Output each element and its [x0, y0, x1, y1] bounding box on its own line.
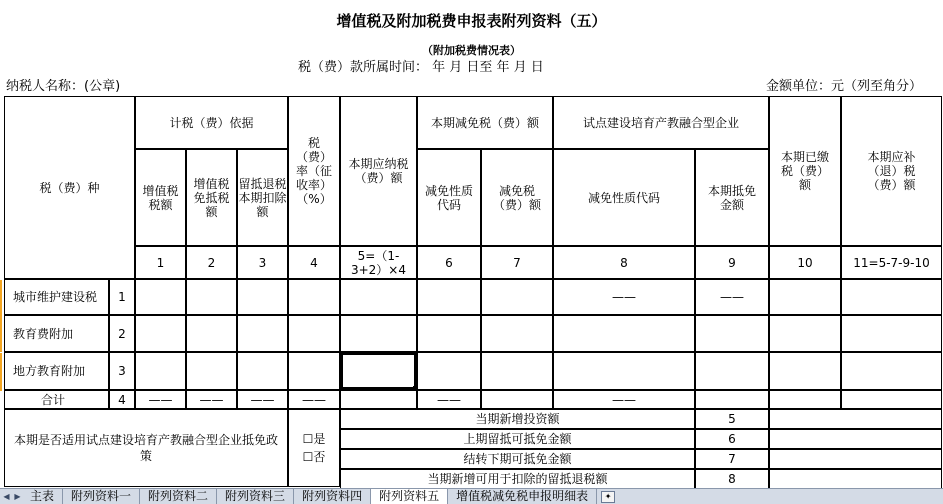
- side-item-num-text: 8: [728, 472, 736, 486]
- side-item-num[interactable]: [695, 469, 769, 488]
- col-number-11[interactable]: [841, 246, 942, 279]
- table-cell-dash[interactable]: [288, 390, 340, 409]
- table-cell[interactable]: [841, 279, 942, 315]
- header-payable[interactable]: [340, 96, 417, 246]
- side-item-label-text: 结转下期可抵免金额: [463, 452, 572, 466]
- side-item-label[interactable]: [340, 469, 695, 488]
- header-paid-text: 本期已缴税（费）额: [780, 150, 829, 192]
- page-subtitle: （附加税费情况表）: [422, 44, 521, 57]
- table-cell[interactable]: [553, 352, 695, 390]
- table-cell[interactable]: [695, 352, 769, 390]
- tax-period: 税（费）款所属时间： 年 月 日至 年 月 日: [298, 60, 544, 75]
- header-basis-group[interactable]: [135, 96, 288, 149]
- table-cell[interactable]: [769, 352, 841, 390]
- table-cell-dash[interactable]: [186, 390, 237, 409]
- row-highlight: [0, 316, 2, 352]
- row-num-2[interactable]: [109, 315, 135, 352]
- header-vat-amount[interactable]: [135, 149, 186, 246]
- tab-attach-2[interactable]: 附列资料二: [140, 489, 217, 504]
- table-cell[interactable]: [481, 390, 553, 409]
- side-item-label[interactable]: [340, 429, 695, 449]
- checkbox-no[interactable]: ☐否: [302, 450, 326, 464]
- table-cell[interactable]: [417, 352, 481, 390]
- col-number-text: 10: [797, 255, 813, 270]
- col-number-text: 1: [156, 255, 165, 270]
- table-cell[interactable]: [481, 352, 553, 390]
- table-cell[interactable]: [186, 352, 237, 390]
- table-cell[interactable]: [237, 315, 288, 352]
- table-cell-dash[interactable]: [553, 390, 695, 409]
- currency-unit-label: 金额单位：元（列至角分）: [766, 79, 923, 94]
- next-sheet-icon[interactable]: ▶: [14, 492, 21, 501]
- side-item-label-text: 当期新增投资额: [475, 412, 560, 426]
- row-name-text: 教育费附加: [13, 326, 74, 341]
- table-cell[interactable]: [135, 279, 186, 315]
- table-cell-dash[interactable]: [237, 390, 288, 409]
- dash-text: ——: [148, 392, 173, 407]
- row-name-text: 地方教育附加: [13, 364, 86, 378]
- side-item-value[interactable]: [769, 449, 942, 469]
- table-cell[interactable]: [769, 315, 841, 352]
- side-item-label[interactable]: [340, 449, 695, 469]
- row-num-3[interactable]: [109, 352, 135, 390]
- side-item-label-text: 当期新增可用于扣除的留抵退税额: [427, 472, 608, 486]
- side-item-label-text: 上期留抵可抵免金额: [463, 432, 572, 446]
- table-cell[interactable]: [288, 352, 340, 390]
- tab-attach-3[interactable]: 附列资料三: [217, 489, 294, 504]
- table-cell-dash[interactable]: [135, 390, 186, 409]
- row-num-4[interactable]: [109, 390, 135, 409]
- side-item-value[interactable]: [769, 409, 942, 429]
- header-paid[interactable]: [769, 96, 841, 246]
- header-pilot-group-text: 试点建设培育产教融合型企业: [582, 115, 739, 130]
- row-name-city-tax[interactable]: [4, 279, 109, 315]
- header-payable-text: 本期应纳税（费）额: [348, 157, 409, 185]
- header-pilot-code-text: 减免性质代码: [587, 190, 660, 205]
- policy-question-text: 本期是否适用试点建设培育产教融合型企业抵免政策: [13, 433, 278, 463]
- row-name-total[interactable]: [4, 390, 109, 409]
- col-number-text: 7: [513, 255, 521, 270]
- header-pilot-amount-text: 本期抵免金额: [707, 183, 756, 212]
- col-number-2[interactable]: [186, 246, 237, 279]
- col-number-text: 2: [207, 255, 216, 270]
- row-num-text: 2: [118, 326, 126, 341]
- col-number-1[interactable]: [135, 246, 186, 279]
- checkbox-yes[interactable]: ☐是: [302, 432, 326, 446]
- table-cell[interactable]: [769, 279, 841, 315]
- table-cell[interactable]: [841, 390, 942, 409]
- taxpayer-name-label: 纳税人名称：(公章): [6, 79, 121, 94]
- table-cell[interactable]: [481, 315, 553, 352]
- side-item-value[interactable]: [769, 469, 942, 488]
- side-item-num-text: 6: [728, 432, 736, 446]
- side-item-num[interactable]: [695, 429, 769, 449]
- col-number-text: 4: [310, 255, 318, 270]
- row-name-text: 城市维护建设税: [13, 290, 98, 304]
- insert-sheet-icon[interactable]: ✦: [601, 491, 615, 503]
- col-number-text: 8: [620, 255, 628, 270]
- col-number-text: 11=5-7-9-10: [853, 255, 930, 270]
- header-reduction-code-text: 减免性质代码: [424, 183, 473, 212]
- policy-options[interactable]: [288, 409, 340, 487]
- header-pilot-code[interactable]: [553, 149, 695, 246]
- header-reduction-group-text: 本期减免税（费）额: [430, 115, 539, 130]
- col-number-9[interactable]: [695, 246, 769, 279]
- header-basis-group-text: 计税（费）依据: [169, 115, 254, 130]
- header-refund-deduction-text: 留抵退税本期扣除额: [238, 176, 287, 219]
- side-item-value[interactable]: [769, 429, 942, 449]
- table-cell[interactable]: [841, 352, 942, 390]
- page-title: 增值税及附加税费申报表附列资料（五）: [336, 12, 607, 30]
- table-cell[interactable]: [340, 279, 417, 315]
- row-num-text: 3: [118, 364, 126, 378]
- header-due[interactable]: [841, 96, 942, 246]
- row-name-local-education[interactable]: [4, 352, 109, 390]
- table-cell[interactable]: [186, 279, 237, 315]
- col-number-7[interactable]: [481, 246, 553, 279]
- row-name-education-fee[interactable]: [4, 315, 109, 352]
- table-cell[interactable]: [695, 315, 769, 352]
- row-num-text: 1: [118, 290, 126, 304]
- side-item-num[interactable]: [695, 449, 769, 469]
- table-cell[interactable]: [135, 315, 186, 352]
- header-vat-exempt-text: 增值税免抵税额: [193, 176, 230, 219]
- row-highlight: [0, 280, 2, 316]
- dash-text: ——: [720, 290, 744, 304]
- side-item-num-text: 7: [728, 452, 736, 466]
- col-number-text: 5=（1-3+2）×4: [350, 248, 406, 277]
- table-cell[interactable]: [135, 352, 186, 390]
- header-refund-deduction[interactable]: [237, 149, 288, 246]
- header-vat-amount-text: 增值税税额: [142, 183, 179, 212]
- tab-attach-5[interactable]: 附列资料五: [371, 489, 448, 504]
- header-pilot-amount[interactable]: [695, 149, 769, 246]
- header-pilot-group[interactable]: [553, 96, 769, 149]
- row-num-1[interactable]: [109, 279, 135, 315]
- row-num-text: 4: [118, 392, 126, 407]
- selected-cell[interactable]: [340, 352, 417, 390]
- col-number-6[interactable]: [417, 246, 481, 279]
- dash-text: ——: [612, 290, 636, 304]
- table-cell-dash[interactable]: [417, 390, 481, 409]
- table-cell[interactable]: [288, 315, 340, 352]
- col-number-8[interactable]: [553, 246, 695, 279]
- row-highlight: [0, 353, 2, 391]
- table-cell[interactable]: [841, 315, 942, 352]
- table-cell[interactable]: [481, 279, 553, 315]
- header-tax-type[interactable]: [4, 96, 135, 279]
- table-cell[interactable]: [237, 279, 288, 315]
- header-reduction-code[interactable]: [417, 149, 481, 246]
- table-cell-pilot-amount[interactable]: [695, 279, 769, 315]
- dash-text: ——: [302, 392, 326, 407]
- tab-main[interactable]: 主表: [22, 489, 63, 504]
- header-tax-type-text: 税（费）种: [39, 180, 100, 195]
- col-number-text: 3: [258, 255, 267, 270]
- table-cell[interactable]: [186, 315, 237, 352]
- table-cell[interactable]: [340, 315, 417, 352]
- table-cell[interactable]: [288, 279, 340, 315]
- header-due-text: 本期应补（退）税（费）额: [867, 150, 916, 192]
- side-item-num[interactable]: [695, 409, 769, 429]
- dash-text: ——: [437, 392, 461, 407]
- col-number-5[interactable]: [340, 246, 417, 279]
- header-reduction-amount[interactable]: [481, 149, 553, 246]
- table-cell[interactable]: [695, 390, 769, 409]
- col-number-3[interactable]: [237, 246, 288, 279]
- dash-text: ——: [250, 392, 275, 407]
- table-cell-pilot-code[interactable]: [553, 279, 695, 315]
- sheet-tab-bar: [0, 488, 943, 504]
- row-name-text: 合计: [41, 392, 66, 407]
- tab-attach-1[interactable]: 附列资料一: [63, 489, 140, 504]
- header-vat-exempt[interactable]: [186, 149, 237, 246]
- side-item-label[interactable]: [340, 409, 695, 429]
- dash-text: ——: [199, 392, 224, 407]
- header-rate-text: 税（费）率（征收率）（%）: [295, 136, 332, 206]
- table-cell[interactable]: [769, 390, 841, 409]
- table-cell[interactable]: [340, 390, 417, 409]
- header-reduction-amount-text: 减免税（费）额: [492, 183, 541, 212]
- policy-question[interactable]: [4, 409, 288, 487]
- table-cell[interactable]: [417, 315, 481, 352]
- col-number-4[interactable]: [288, 246, 340, 279]
- header-rate[interactable]: [288, 96, 340, 246]
- col-number-text: 6: [445, 255, 453, 270]
- tab-reduction-detail[interactable]: 增值税减免税申报明细表: [448, 489, 597, 504]
- header-reduction-group[interactable]: [417, 96, 553, 149]
- side-item-num-text: 5: [728, 412, 736, 426]
- tab-attach-4[interactable]: 附列资料四: [294, 489, 371, 504]
- table-cell[interactable]: [417, 279, 481, 315]
- dash-text: ——: [612, 392, 636, 407]
- first-sheet-icon[interactable]: ◀: [3, 492, 10, 501]
- table-cell[interactable]: [553, 315, 695, 352]
- col-number-text: 9: [728, 255, 736, 270]
- table-cell[interactable]: [237, 352, 288, 390]
- col-number-10[interactable]: [769, 246, 841, 279]
